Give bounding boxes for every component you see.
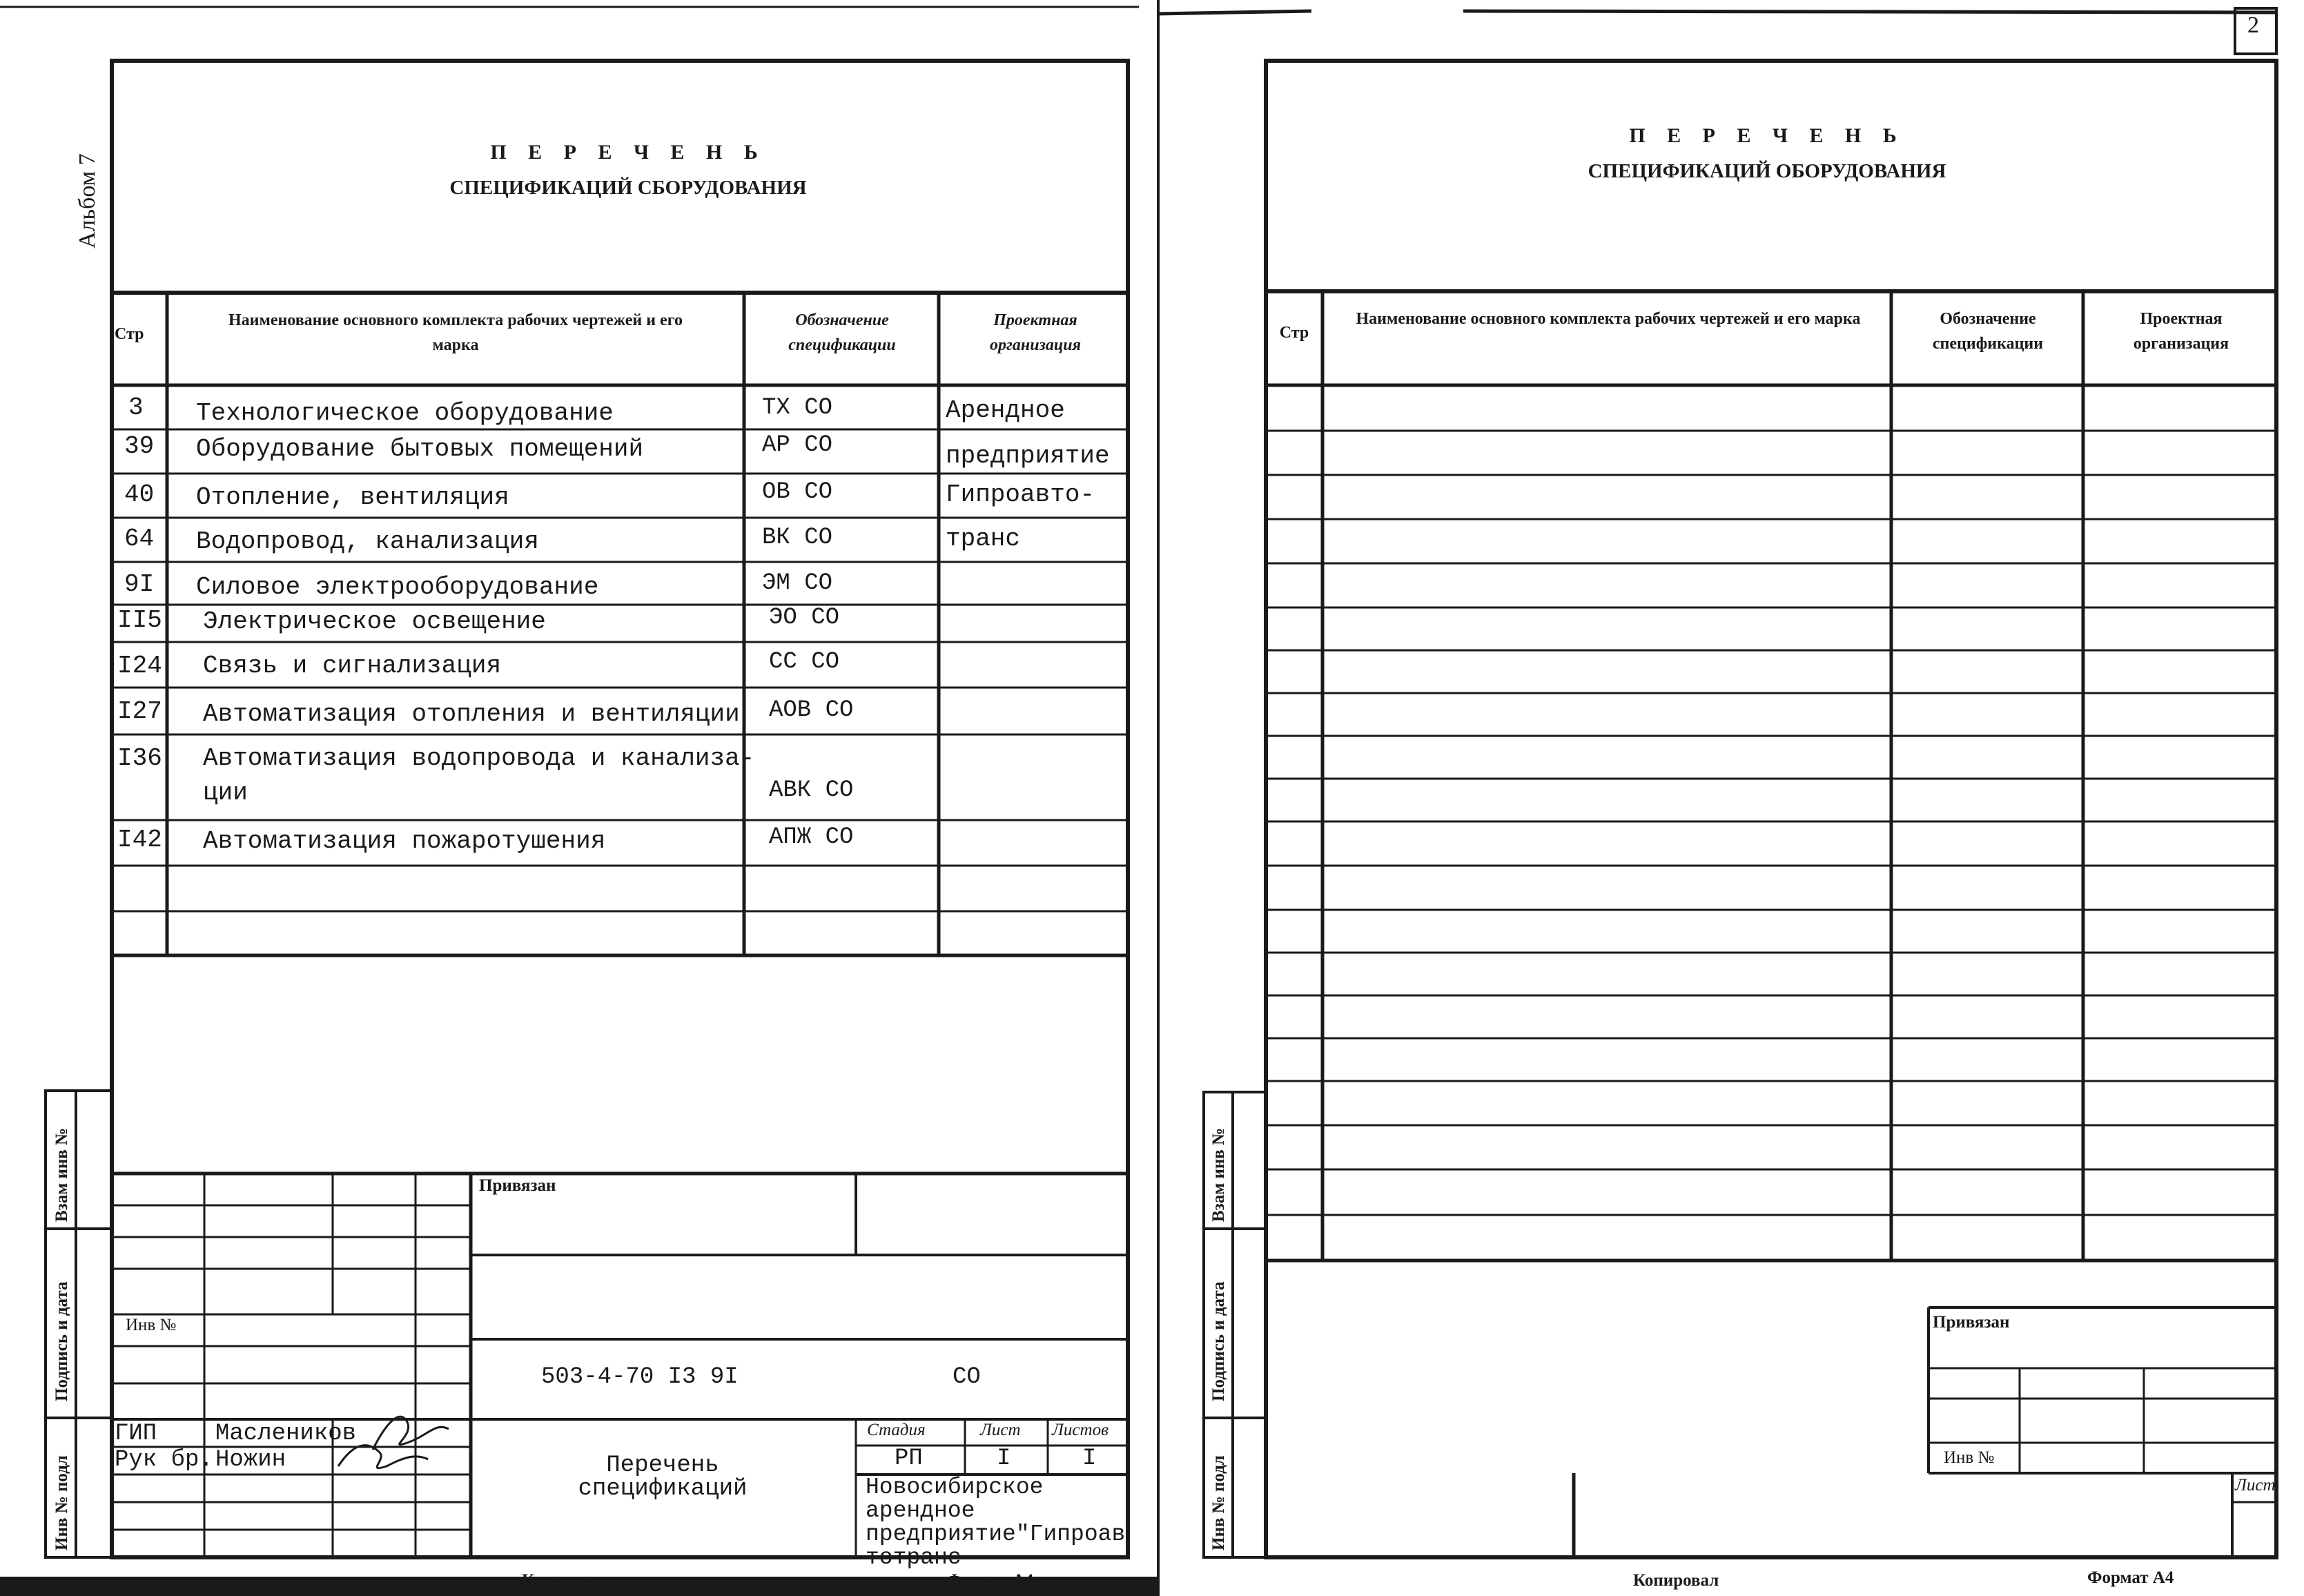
table-row-code: ТХ СО (762, 395, 833, 421)
left-sheet-title: П Е Р Е Ч Е Н Ь (490, 141, 766, 164)
table-row-code: АОВ СО (769, 697, 854, 723)
table-row-page: 9I (124, 570, 155, 598)
left-side-stamp-replaced-inv: Взам инв № (52, 1127, 71, 1222)
table-row-name: Электрическое освещение (203, 607, 546, 636)
table-row-page: I42 (117, 826, 162, 854)
table-row-org: Гипроавто- (946, 480, 1095, 509)
table-row-page: 39 (124, 432, 155, 460)
album-label: Альбом 7 (75, 153, 100, 249)
left-col-designation-header: Обозначение спецификации (788, 311, 896, 354)
right-footer-copied: Копировал (1633, 1571, 1719, 1590)
table-row-code: АВК СО (769, 777, 854, 804)
left-stamp-stage: РП (895, 1446, 923, 1472)
table-row-org: Арендное (946, 396, 1065, 425)
table-row-page: 40 (124, 480, 155, 509)
right-sheet-title: П Е Р Е Ч Е Н Ь (1629, 124, 1905, 147)
table-row-code: АПЖ СО (769, 824, 854, 850)
right-stamp-bound-label: Привязан (1933, 1313, 2010, 1332)
table-row-name: Автоматизация отопления и вентиляции (203, 700, 740, 728)
right-col-organization-header: Проектная организация (2133, 310, 2229, 353)
table-row-code: СС СО (769, 649, 840, 675)
table-row-name: Автоматизация пожаротушения (203, 827, 606, 855)
table-row-code: ВК СО (762, 525, 833, 551)
table-row-page: I24 (117, 652, 162, 680)
table-row-code: АР СО (762, 432, 833, 458)
table-row-name: Водопровод, канализация (196, 527, 539, 556)
left-stamp-doc-code: СО (953, 1364, 981, 1390)
left-stamp-role-2: Рук бр. (115, 1447, 213, 1473)
left-stamp-person-2: Ножин (215, 1447, 286, 1473)
left-stamp-doc-number: 503-4-70 I3 9I (541, 1364, 739, 1390)
right-sheet-subtitle: СПЕЦИФИКАЦИЙ ОБОРУДОВАНИЯ (1588, 160, 1946, 182)
left-col-page-header: Стр (115, 325, 144, 343)
left-stamp-doc-title: Перечень спецификаций (578, 1452, 748, 1502)
right-sheet-number: 2 (2247, 12, 2259, 38)
table-row-name: Оборудование бытовых помещений (196, 435, 644, 463)
table-row-page: II5 (117, 606, 162, 634)
right-col-page-header: Стр (1279, 324, 1309, 342)
table-row-org: транс (946, 525, 1021, 553)
left-stamp-sheet: I (997, 1446, 1011, 1472)
left-stamp-sheet-label: Лист (980, 1421, 1021, 1439)
table-row-name: Связь и сигнализация (203, 652, 502, 680)
table-row-org: предприятие (946, 442, 1110, 470)
left-side-stamp-signature-date: Подпись и дата (52, 1281, 71, 1401)
right-stamp-sheet-label: Лист (2235, 1476, 2276, 1495)
left-stamp-stage-label: Стадия (867, 1421, 926, 1439)
right-side-stamp-original-inv: Инв № подл (1209, 1455, 1228, 1550)
right-side-stamp-replaced-inv: Взам инв № (1209, 1127, 1228, 1222)
table-row-code: ЭО СО (769, 605, 840, 631)
right-footer-format: Формат А4 (2087, 1568, 2174, 1587)
left-stamp-bound-label: Привязан (479, 1176, 556, 1195)
table-row-name: Технологическое оборудование (196, 399, 614, 427)
left-col-name-header: Наименование основного комплекта рабочих чертежей и его марка (228, 311, 683, 354)
left-stamp-sheets: I (1082, 1446, 1097, 1472)
table-row-page: I27 (117, 697, 162, 726)
left-stamp-inv-label: Инв № (126, 1316, 177, 1334)
left-sheet-subtitle: СПЕЦИФИКАЦИЙ СБОРУДОВАНИЯ (449, 177, 807, 199)
left-footer-format: Формат А4 (947, 1571, 1034, 1590)
table-row-page: I36 (117, 744, 162, 772)
left-stamp-sheets-label: Листов (1052, 1421, 1109, 1439)
table-row-page: 64 (124, 525, 155, 553)
table-row-name: Автоматизация водопровода и канализа- (203, 744, 755, 772)
right-col-designation-header: Обозначение спецификации (1932, 310, 2044, 353)
table-row-name: ции (203, 779, 248, 807)
right-stamp-inv-label: Инв № (1944, 1448, 1995, 1467)
left-stamp-person-1: Маслеников (215, 1421, 357, 1447)
left-stamp-organization: Новосибирское арендное предприятие"Гипроавтотранс (866, 1475, 1126, 1570)
table-row-code: ОВ СО (762, 479, 833, 505)
table-row-page: 3 (128, 393, 144, 422)
right-side-stamp-signature-date: Подпись и дата (1209, 1281, 1228, 1401)
left-col-organization-header: Проектная организация (990, 311, 1081, 354)
left-footer-copied: Копировал (522, 1571, 608, 1590)
table-row-name: Силовое электрооборудование (196, 573, 599, 601)
table-row-code: ЭМ СО (762, 570, 833, 596)
table-row-name: Отопление, вентиляция (196, 483, 509, 512)
right-col-name-header: Наименование основного комплекта рабочих чертежей и его марка (1356, 310, 1861, 328)
left-side-stamp-original-inv: Инв № подл (52, 1455, 71, 1550)
left-stamp-role-1: ГИП (115, 1421, 157, 1447)
